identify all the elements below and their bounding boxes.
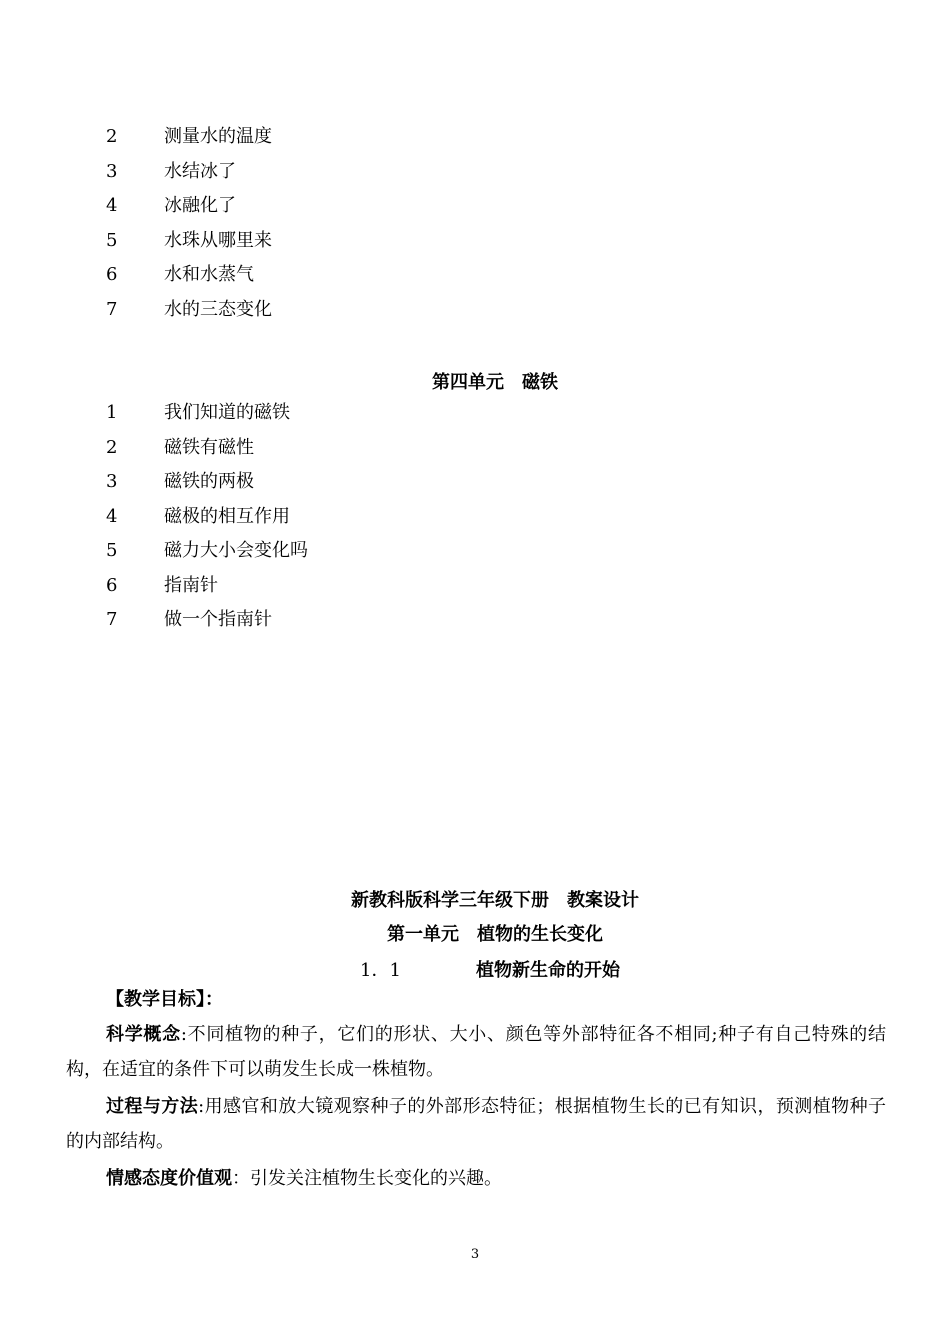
item-number: 6 [106, 574, 118, 596]
values-label: 情感态度价值观 [106, 1168, 232, 1189]
item-number: 4 [106, 195, 118, 216]
lesson-title: 植物新生命的开始 [476, 960, 620, 981]
process-method-label: 过程与方法 [106, 1096, 199, 1117]
item-number: 6 [106, 264, 118, 285]
design-title: 新教科版科学三年级下册 教案设计 [351, 890, 639, 911]
item-number: 5 [106, 540, 118, 561]
item-number: 7 [106, 609, 118, 630]
item-title: 磁铁的两极 [164, 471, 254, 492]
values-paragraph [66, 1161, 886, 1196]
list-item [106, 603, 308, 638]
item-title: 指南针 [164, 574, 218, 596]
process-method-paragraph [66, 1089, 886, 1159]
item-title: 磁铁有磁性 [164, 436, 254, 458]
list-item [106, 534, 308, 569]
list-item [106, 431, 308, 466]
list-item [106, 396, 308, 431]
process-method-text: :用感官和放大镜观察种子的外部形态特征；根据植物生长的已有知识，预测植物种子的内部结构。 [66, 1096, 887, 1152]
page-number: 3 [470, 1247, 480, 1262]
item-title: 磁极的相互作用 [164, 505, 290, 527]
values-text: ：引发关注植物生长变化的兴趣。 [232, 1168, 502, 1189]
objectives-label: 【教学目标】： [106, 989, 223, 1010]
list-item [106, 465, 308, 500]
list-item [106, 189, 272, 224]
lesson-number: 1．1 [360, 960, 401, 981]
item-number: 2 [106, 126, 118, 147]
item-title: 做一个指南针 [164, 609, 272, 630]
item-title: 我们知道的磁铁 [164, 402, 290, 423]
list-item [106, 569, 308, 604]
item-title: 水珠从哪里来 [164, 229, 272, 251]
unit1-heading: 第一单元 植物的生长变化 [387, 924, 603, 945]
unit4-heading: 第四单元 磁铁 [432, 372, 558, 393]
item-number: 3 [106, 160, 118, 182]
item-number: 7 [106, 298, 118, 320]
item-number: 2 [106, 436, 118, 458]
list-item [106, 500, 308, 535]
item-title: 水和水蒸气 [164, 264, 254, 285]
science-concept-paragraph [66, 1017, 886, 1087]
list-item [106, 155, 272, 190]
science-concept-text: :不同植物的种子，它们的形状、大小、颜色等外部特征各不相同;种子有自己特殊的结构，在适宜的条件下可以萌发生长成一株植物。 [66, 1024, 887, 1080]
list-item [106, 293, 272, 328]
unit4-lesson-list [106, 396, 308, 638]
item-title: 冰融化了 [164, 195, 236, 216]
item-title: 测量水的温度 [164, 126, 272, 147]
item-number: 1 [106, 402, 118, 423]
list-item [106, 120, 272, 155]
item-title: 水结冰了 [164, 160, 236, 182]
list-item [106, 224, 272, 259]
lesson-heading [360, 956, 620, 982]
item-title: 磁力大小会变化吗 [164, 540, 308, 561]
item-number: 5 [106, 229, 118, 251]
item-title: 水的三态变化 [164, 298, 272, 320]
unit3-lesson-list [106, 120, 272, 327]
science-concept-label: 科学概念 [106, 1024, 181, 1045]
item-number: 4 [106, 505, 118, 527]
item-number: 3 [106, 471, 118, 492]
list-item [106, 258, 272, 293]
